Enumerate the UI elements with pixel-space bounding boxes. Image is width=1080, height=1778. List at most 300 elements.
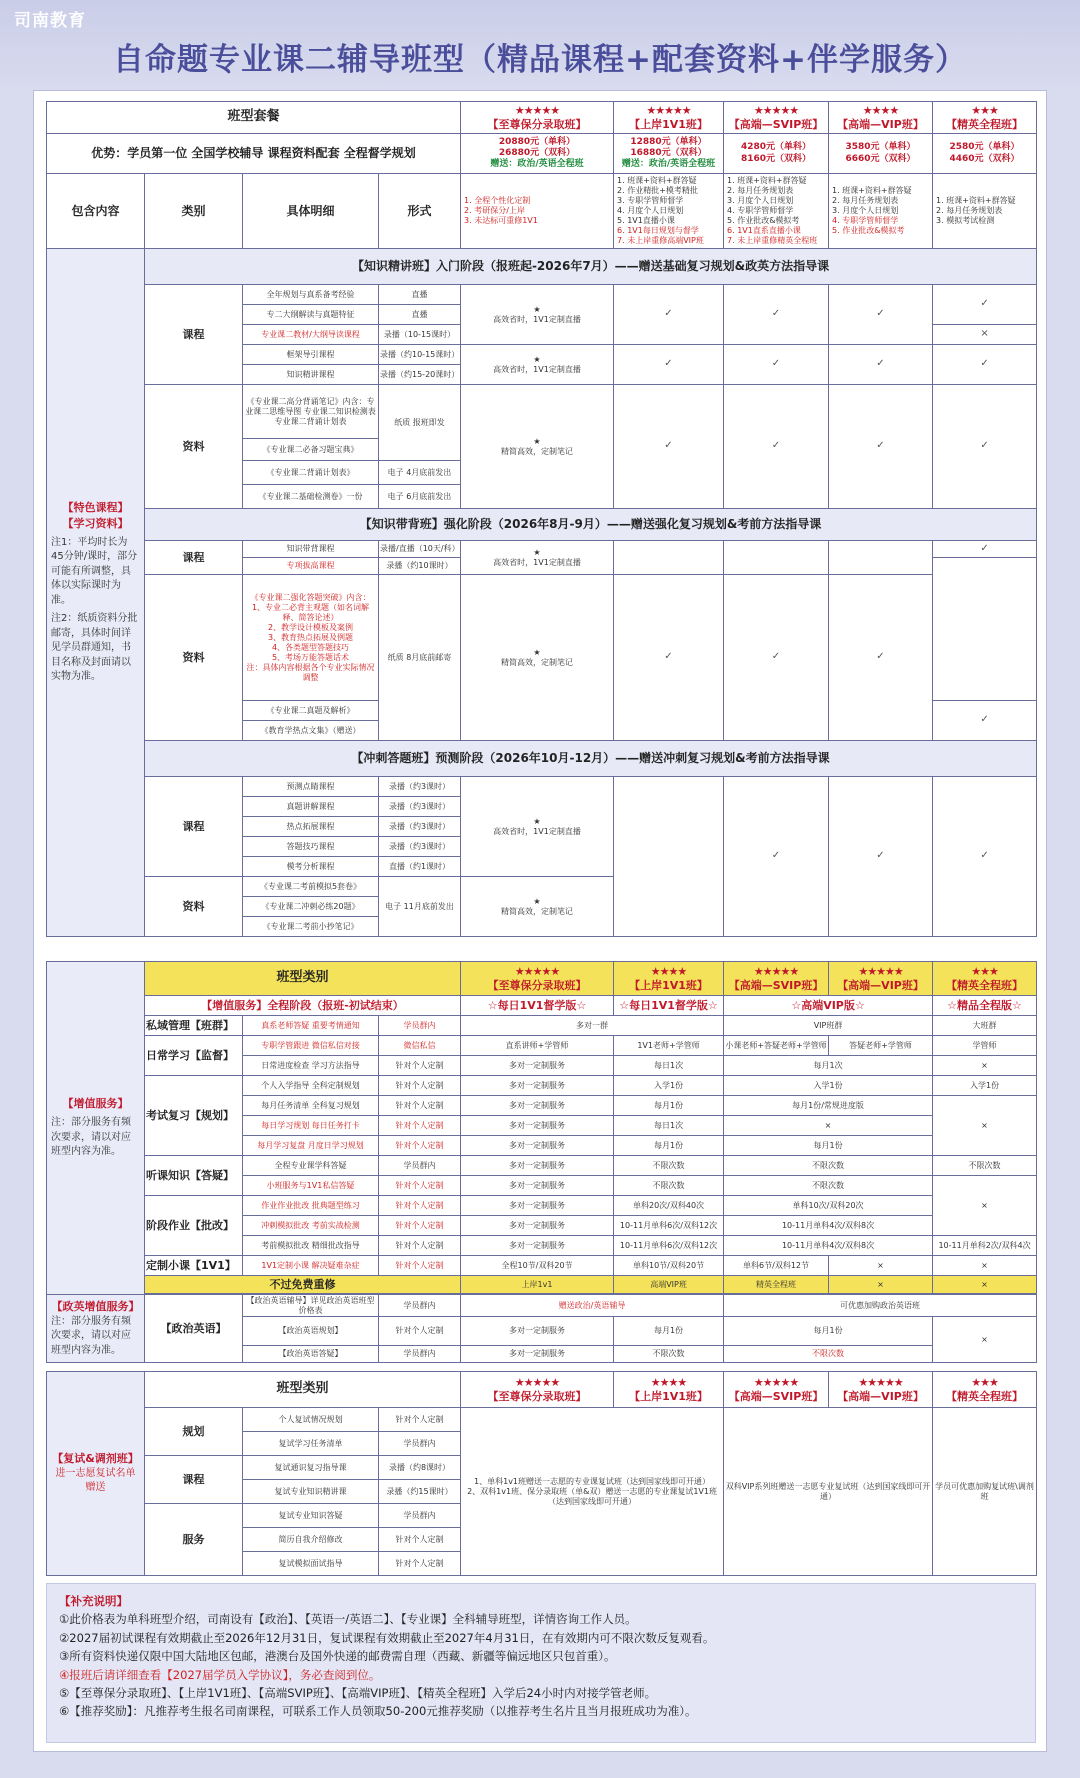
check-icon: ✓ <box>933 701 1037 741</box>
table-cell: 每月学习复盘 月度日学习规划 <box>243 1136 379 1156</box>
cell-text: ★★★★★ <box>753 965 799 979</box>
table-cell: × <box>829 1256 933 1276</box>
check-icon: ✓ <box>614 285 724 345</box>
live-cell <box>461 285 614 345</box>
table-cell: 1V1定制小课 解决疑难杂症 <box>243 1256 379 1276</box>
table-cell: 不限次数 <box>614 1346 724 1363</box>
table-cell: 多对一定制服务 <box>461 1216 614 1236</box>
cell-text: 《专业课二强化答题突破》内含： <box>250 592 371 602</box>
table-cell: 《专业课二必备习题宝典》 <box>243 439 379 461</box>
table-cell: 针对个人定制 <box>379 1096 461 1116</box>
cell-text: 4. 专职学管师督学 <box>727 206 794 215</box>
package-name: 【高端—VIP班】 <box>837 117 924 131</box>
cell-text: 8160元（双科） <box>740 153 812 164</box>
table-cell: 知识带背课程 <box>243 541 379 558</box>
cell-text: 【特色课程】 <box>62 501 129 515</box>
cell-text: 26880元（双科） <box>498 147 576 158</box>
cell-text: 4280元（单科） <box>740 142 812 153</box>
category-course: 课程 <box>145 777 243 877</box>
cell-text: ★ <box>533 354 541 364</box>
class-type-label: 班型类别 <box>145 1372 461 1408</box>
package-col-2 <box>614 102 724 134</box>
class-type-label: 班型类别 <box>145 962 461 996</box>
table-cell: 赠送政治/英语辅导 <box>461 1295 724 1317</box>
category-label: 类别 <box>145 174 243 249</box>
cell-text: 7. 未上岸重修高端VIP班 <box>617 236 704 245</box>
table-cell: 模考分析课程 <box>243 857 379 877</box>
table-cell: 不限次数 <box>614 1176 724 1196</box>
table-cell: 入学1份 <box>724 1076 933 1096</box>
cell-text: 16880元（双科） <box>630 147 707 158</box>
table-cell: 学员可优惠加购复试班\调剂班 <box>933 1408 1037 1576</box>
table-cell: 定制小课【1V1】 <box>145 1256 243 1276</box>
cell-text: 5. 1V1直播小课 <box>617 216 675 225</box>
table-cell: 针对个人定制 <box>379 1136 461 1156</box>
table-cell <box>614 541 724 575</box>
table-cell: 微信私信 <box>379 1036 461 1056</box>
cell-text: 【高端—VIP班】 <box>837 1389 924 1403</box>
table-cell: 每月1份 <box>614 1096 724 1116</box>
check-icon: ✓ <box>724 285 829 345</box>
table-cell: 《专业课二基础检测卷》一份 <box>243 485 379 509</box>
cell-text: 【政英增值服务】 <box>51 1300 140 1313</box>
cell-text: 【增值服务】 <box>62 1097 129 1111</box>
cell-text: 进一志愿复试名单赠送 <box>55 1467 136 1494</box>
cell-text: 12880元（单科） <box>630 136 707 147</box>
table-cell: ☆每日1V1督学版☆ <box>614 996 724 1016</box>
cell-text: 注：具体内容根据各个专业实际情况调整 <box>246 662 375 682</box>
table-cell: 考试复习【规划】 <box>145 1076 243 1156</box>
table-cell: 学员群内 <box>379 1295 461 1317</box>
table-cell: 录播（约3课时） <box>379 797 461 817</box>
table-cell: 多对一定制服务 <box>461 1096 614 1116</box>
table-cell <box>461 1372 614 1408</box>
cell-text: 【至尊保分录取班】 <box>487 1389 587 1403</box>
package-name: 【高端—SVIP班】 <box>728 117 824 131</box>
price-5 <box>933 134 1037 174</box>
star-rating: ★★★★★ <box>646 104 691 118</box>
table-cell: 双科VIP系列班赠送一志愿专业复试班（达到国家线即可开通） <box>724 1408 933 1576</box>
cell-text: 【精英全程班】 <box>946 1389 1024 1403</box>
cell-text: ★★★ <box>971 965 998 979</box>
features-1 <box>461 174 614 249</box>
table-cell: 高端VIP班 <box>614 1276 724 1294</box>
table-cell: 针对个人定制 <box>379 1076 461 1096</box>
table-cell: 不限次数 <box>933 1156 1037 1176</box>
cell-text: 3. 月度个人日规划 <box>832 206 899 215</box>
cell-text: 【上岸1V1班】 <box>629 978 708 992</box>
check-icon: ✓ <box>933 777 1037 937</box>
cell-text: 2. 考研保分/上岸 <box>464 206 525 215</box>
table-cell: 不限次数 <box>724 1156 933 1176</box>
table-cell: 录播（约3课时） <box>379 777 461 797</box>
check-icon: ✓ <box>829 777 933 937</box>
cell-text: 【高端—VIP班】 <box>837 978 924 992</box>
table-cell: 答疑老师+学管师 <box>829 1036 933 1056</box>
table-cell: 《教育学热点文集》（赠送） <box>243 721 379 741</box>
cell-text: 4、各类题型答题技巧 <box>271 642 350 652</box>
cell-text: 1. 班课+资料+群答疑 <box>936 196 1016 205</box>
table-cell: 多对一定制服务 <box>461 1136 614 1156</box>
table-cell: 热点拓展课程 <box>243 817 379 837</box>
table-cell: 真题讲解课程 <box>243 797 379 817</box>
cell-text: ★ <box>533 647 541 657</box>
check-icon: ✓ <box>724 345 829 385</box>
table-cell: × <box>724 1116 933 1136</box>
table-cell: × <box>933 1056 1037 1076</box>
table-cell: × <box>933 1176 1037 1236</box>
table-cell <box>933 1372 1037 1408</box>
pe-label: 【政治英语】 <box>145 1295 243 1363</box>
package-col-1 <box>461 102 614 134</box>
category-material: 资料 <box>145 877 243 937</box>
cell-text: 5. 作业批改&模拟考 <box>832 226 905 235</box>
cell-text: 2. 每月任务规划表 <box>727 186 794 195</box>
table-cell: 不限次数 <box>724 1346 933 1363</box>
cell-text: ★★★★ <box>650 965 687 979</box>
table-cell: 全年规划与真系备考经验 <box>243 285 379 305</box>
table-cell: 个人入学指导 全科定制规划 <box>243 1076 379 1096</box>
table-cell: 【政治英语答疑】 <box>243 1346 379 1363</box>
table-cell: 单科10节/双科20节 <box>614 1256 724 1276</box>
check-icon: ✓ <box>933 385 1037 509</box>
table-cell: 10-11月单科4次/双科8次 <box>724 1236 933 1256</box>
table-cell <box>461 385 614 509</box>
table-cell: 录播（约3课时） <box>379 837 461 857</box>
cell-text: 3. 月度个人日规划 <box>727 196 794 205</box>
table-cell: 真系老师答疑 重要考情通知 <box>243 1016 379 1036</box>
price-1 <box>461 134 614 174</box>
table-cell: 学员群内 <box>379 1156 461 1176</box>
table-cell: 多对一定制服务 <box>461 1156 614 1176</box>
category-material: 资料 <box>145 575 243 741</box>
cell-text: 高效省时，1V1定制直播 <box>493 826 581 836</box>
table-cell: 复试通识复习指导课 <box>243 1456 379 1480</box>
cell-text: 1. 全程个性化定制 <box>464 196 531 205</box>
cell-text: 2. 每月任务规划表 <box>936 206 1003 215</box>
services-head: 【增值服务】全程阶段（报班-初试结束） <box>145 996 461 1016</box>
price-sheet <box>33 90 1047 1752</box>
table-cell <box>614 777 724 937</box>
cell-text: 6. 1V1每日规划与督学 <box>617 226 699 235</box>
table-cell <box>724 541 829 575</box>
table-cell <box>829 1372 933 1408</box>
note-line: ④报班后请详细查看【2027届学员入学协议】，务必查阅到位。 <box>59 1667 381 1682</box>
stage-3-band: 【冲刺答题班】预测阶段（2026年10月-12月）——赠送冲刺复习规划&考前方法指导课 <box>145 741 1037 777</box>
cell-text: ★ <box>533 547 541 557</box>
cell-text: ★ <box>533 304 541 314</box>
table-cell: 日常学习【监督】 <box>145 1036 243 1076</box>
cell-text: 1. 班课+资料+群答疑 <box>832 186 912 195</box>
price-2 <box>614 134 724 174</box>
table-cell: 每月1份 <box>724 1136 933 1156</box>
notes-title: 【补充说明】 <box>59 1594 128 1608</box>
side-note-features <box>47 249 145 937</box>
price-3 <box>724 134 829 174</box>
cell-text: 高效省时，1V1定制直播 <box>493 364 581 374</box>
table-cell: 规划 <box>145 1408 243 1456</box>
table-cell: 多对一定制服务 <box>461 1056 614 1076</box>
table-cell <box>461 345 614 385</box>
table-cell: × <box>933 1256 1037 1276</box>
table-cell: 录播（约15课时） <box>379 1480 461 1504</box>
table-cell: 不限次数 <box>614 1156 724 1176</box>
cell-text: ★★★★★ <box>753 1376 799 1390</box>
table-cell: 10-11月单科4次/双科8次 <box>724 1216 933 1236</box>
package-name: 【上岸1V1班】 <box>629 117 708 131</box>
note-line: ③所有资料快递仅限中国大陆地区包邮，港澳台及国外快递的邮费需自理（西藏、新疆等偏远地区只包首重）。 <box>59 1649 616 1664</box>
cell-text: 7. 未上岸重修精英全程班 <box>727 236 818 245</box>
cell-text: 高效省时，1V1定制直播 <box>493 557 581 567</box>
check-icon: ✓ <box>933 541 1037 558</box>
cell-text: 【至尊保分录取班】 <box>487 978 587 992</box>
note-line: ①此价格表为单科班型介绍，司南设有【政治】、【英语一/英语二】、【专业课】全科辅导班型，详情咨询工作人员。 <box>59 1612 637 1627</box>
table-cell <box>461 575 614 741</box>
brand-logo: 司南教育 <box>14 11 86 31</box>
table-cell: 直播 <box>379 285 461 305</box>
table-cell: 不限次数 <box>724 1176 933 1196</box>
check-icon: ✓ <box>933 285 1037 325</box>
table-cell: 简历自我介绍修改 <box>243 1528 379 1552</box>
cell-text: 20880元（单科） <box>498 136 576 147</box>
table-cell: 单科10次/双科20次 <box>724 1196 933 1216</box>
table-cell: 10-11月单科2次/双科4次 <box>933 1236 1037 1256</box>
table-cell: 10-11月单科6次/双科12次 <box>614 1236 724 1256</box>
table-cell: 服务 <box>145 1504 243 1576</box>
table-cell: 学员群内 <box>379 1432 461 1456</box>
cell-text: 2. 每月任务规划表 <box>832 196 899 205</box>
star-rating: ★★★ <box>971 104 998 118</box>
table-cell: 每日1次 <box>614 1116 724 1136</box>
category-course: 课程 <box>145 285 243 385</box>
table-cell: 【政治英语规划】 <box>243 1317 379 1346</box>
check-icon: ✓ <box>829 385 933 509</box>
table-cell: × <box>829 1276 933 1294</box>
table-cell: 小课老师+答疑老师+学管师 <box>724 1036 829 1056</box>
check-icon: ✓ <box>724 385 829 509</box>
advantage-label: 优势：学员第一位 全国学校辅导 课程资料配套 全程督学规划 <box>47 134 461 174</box>
table-cell: 专业课二教材/大纲导读课程 <box>243 325 379 345</box>
table-cell <box>933 558 1037 701</box>
table-cell: 复试专业知识精讲课 <box>243 1480 379 1504</box>
table-cell: 多对一定制服务 <box>461 1076 614 1096</box>
table-cell: 多对一定制服务 <box>461 1116 614 1136</box>
table-cell: 针对个人定制 <box>379 1216 461 1236</box>
cell-text: 精简高效，定制笔记 <box>501 906 573 916</box>
supplementary-notes <box>46 1583 1036 1743</box>
table-cell: 学管师 <box>933 1036 1037 1056</box>
cell-text: 注：部分服务有频次要求，请以对应班型内容为准。 <box>51 1117 131 1158</box>
table-cell: 《专业课二高分背诵笔记》内含：专业课二思维导图 专业课二知识检测表 专业课二背诵计划表 <box>243 385 379 439</box>
check-icon: ✓ <box>614 345 724 385</box>
cell-text: 【精英全程班】 <box>946 978 1024 992</box>
table-cell: 作业作业批改 批典题型练习 <box>243 1196 379 1216</box>
table-cell: 答题技巧课程 <box>243 837 379 857</box>
cell-text: 3. 模拟考试检测 <box>936 216 995 225</box>
table-cell <box>461 962 614 996</box>
table-cell: 针对个人定制 <box>379 1116 461 1136</box>
cell-text: 赠送：政治/英语全程班 <box>621 159 716 170</box>
table-cell <box>614 962 724 996</box>
table-cell: 多对一定制服务 <box>461 1346 614 1363</box>
table-cell <box>724 962 829 996</box>
cell-text: ★★★★★ <box>858 965 903 979</box>
cell-text: 高效省时，1V1定制直播 <box>493 314 581 324</box>
table-cell: 单科20次/双科40次 <box>614 1196 724 1216</box>
table-cell: 录播（约8课时） <box>379 1456 461 1480</box>
table-cell: 全程专业课学科答疑 <box>243 1156 379 1176</box>
table-cell: 专职学管跟进 微信私信对接 <box>243 1036 379 1056</box>
cell-text: 【高端—SVIP班】 <box>728 978 824 992</box>
package-col-3 <box>724 102 829 134</box>
contents-label: 包含内容 <box>47 174 145 249</box>
table-cell: 学员群内 <box>379 1016 461 1036</box>
table-cell: 入学1份 <box>614 1076 724 1096</box>
table-cell: 个人复试情况规划 <box>243 1408 379 1432</box>
cell-text: 1、专业二必背主观题（如名词解释、简答论述） <box>251 602 370 622</box>
table-cell: × <box>933 1096 1037 1156</box>
note-line: ⑤【至尊保分录取班】、【上岸1V1班】、【高端SVIP班】、【高端VIP班】、【精英全程班】入学后24小时内对接学管老师。 <box>59 1685 657 1700</box>
features-2 <box>614 174 724 249</box>
table-cell: × <box>933 1317 1037 1363</box>
table-cell: 多对一群 <box>461 1016 724 1036</box>
table-cell: × <box>933 1276 1037 1294</box>
table-cell: VIP班群 <box>724 1016 933 1036</box>
table-cell: 针对个人定制 <box>379 1176 461 1196</box>
table-cell: 电子 4月底前发出 <box>379 461 461 485</box>
table-cell: 冲刺模拟批改 考前实战检测 <box>243 1216 379 1236</box>
cell-text: 4. 专职学管师督学 <box>832 216 899 225</box>
check-icon: ✓ <box>724 777 829 937</box>
table-cell: 《专业课二冲刺必练20题》 <box>243 897 379 917</box>
table-cell: 录播（约10课时） <box>379 558 461 575</box>
cell-text: 注1：平均时长为45分钟/课时，部分可能有所调整，具体以实际课时为准。 <box>51 536 138 606</box>
table-cell: 针对个人定制 <box>379 1056 461 1076</box>
features-4 <box>829 174 933 249</box>
check-icon: ✓ <box>829 285 933 345</box>
table-cell: 针对个人定制 <box>379 1528 461 1552</box>
cell-text: ★★★★★ <box>514 1376 560 1390</box>
package-col-4 <box>829 102 933 134</box>
table-cell: 私域管理【班群】 <box>145 1016 243 1036</box>
cell-text: 2. 作业精批+模考精批 <box>617 186 698 195</box>
table-cell <box>461 541 614 575</box>
cell-text: ★ <box>533 436 541 446</box>
table-cell: 每月1次 <box>724 1056 933 1076</box>
table-cell: 针对个人定制 <box>379 1236 461 1256</box>
price-4 <box>829 134 933 174</box>
cell-text: 5、考场万能答题话术 <box>271 652 350 662</box>
table-cell: 每月任务清单 全科复习规划 <box>243 1096 379 1116</box>
table-cell: 每月1份 <box>614 1317 724 1346</box>
table-cell: 日常进度检查 学习方法指导 <box>243 1056 379 1076</box>
cell-text: 【上岸1V1班】 <box>629 1389 708 1403</box>
cell-text: 4460元（双科） <box>949 153 1020 164</box>
cell-text: 赠送：政治/英语全程班 <box>490 159 584 170</box>
table-cell: 多对一定制服务 <box>461 1317 614 1346</box>
page-header <box>0 0 1080 92</box>
cell-text: 精简高效，定制笔记 <box>501 657 573 667</box>
table-cell: 复试专业知识答疑 <box>243 1504 379 1528</box>
table-cell: 直系讲师+学管师 <box>461 1036 614 1056</box>
table-cell <box>829 962 933 996</box>
table-cell: 针对个人定制 <box>379 1552 461 1576</box>
table-cell: 每日学习规划 每日任务打卡 <box>243 1116 379 1136</box>
table-cell: 上岸1v1 <box>461 1276 614 1294</box>
cell-text: 1. 班课+资料+群答疑 <box>617 176 697 185</box>
table-cell: 框架导引课程 <box>243 345 379 365</box>
table-cell: 小班服务与1V1私信答疑 <box>243 1176 379 1196</box>
cell-text: 2580元（单科） <box>949 142 1020 153</box>
package-name: 【精英全程班】 <box>946 117 1024 131</box>
table-cell: 每月1份 <box>614 1136 724 1156</box>
table-cell <box>461 777 614 877</box>
table-cell: 《专业课二考前小抄笔记》 <box>243 917 379 937</box>
table-cell: 针对个人定制 <box>379 1256 461 1276</box>
table-cell: 入学1份 <box>933 1076 1037 1096</box>
cell-text: 5. 作业批改&模拟考 <box>727 216 800 225</box>
cell-text: 注：部分服务有频次要求，请以对应班型内容为准。 <box>51 1315 131 1356</box>
table-cell: 电子 6月底前发出 <box>379 485 461 509</box>
package-header-table <box>46 101 1037 249</box>
table-cell: 电子 11月底前发出 <box>379 877 461 937</box>
table-cell: 每月1份 <box>724 1317 933 1346</box>
table-cell: 听课知识【答疑】 <box>145 1156 243 1196</box>
table-cell: 学员群内 <box>379 1346 461 1363</box>
table-cell: 学员群内 <box>379 1504 461 1528</box>
table-cell: 预测点睛课程 <box>243 777 379 797</box>
table-cell: 每日1次 <box>614 1056 724 1076</box>
cell-text: 3. 未达标可重修1V1 <box>464 216 538 225</box>
cell-text: 【复试&调剂班】 <box>52 1452 139 1466</box>
table-cell: 直播 <box>379 305 461 325</box>
table-cell: 复试模拟面试指导 <box>243 1552 379 1576</box>
side-note-pe <box>47 1295 145 1363</box>
table-cell: 纸质 报班即发 <box>379 385 461 461</box>
table-cell <box>614 1372 724 1408</box>
category-material: 资料 <box>145 385 243 509</box>
features-3 <box>724 174 829 249</box>
table-cell: 1、单科1v1班赠送一志愿的专业课复试班（达到国家线即可开通） 2、双科1v1班、保分录取班（单&双）赠送一志愿的专业课复试1V1班（达到国家线即可开通） <box>461 1408 724 1576</box>
services-table <box>46 961 1037 1363</box>
table-cell: 针对个人定制 <box>379 1196 461 1216</box>
retest-table <box>46 1371 1037 1576</box>
table-cell: ☆每日1V1督学版☆ <box>461 996 614 1016</box>
table-cell: 【政治英语辅导】详见政治英语班型价格表 <box>243 1295 379 1317</box>
table-cell: 多对一定制服务 <box>461 1196 614 1216</box>
cell-text: 【高端—SVIP班】 <box>728 1389 824 1403</box>
cell-text: ★★★ <box>971 1376 998 1390</box>
table-cell: 录播（约3课时） <box>379 817 461 837</box>
cell-text: 3. 专职学管师督学 <box>617 196 684 205</box>
table-cell: 专二大纲解读与真题特征 <box>243 305 379 325</box>
table-cell: ☆精品全程版☆ <box>933 996 1037 1016</box>
table-cell: 单科6节/双科12节 <box>724 1256 829 1276</box>
table-cell: 每月1份/常规进度版 <box>724 1096 933 1116</box>
check-icon: ✓ <box>829 345 933 385</box>
table-cell: 可优惠加购政治英语班 <box>724 1295 1037 1317</box>
check-icon: ✓ <box>724 575 829 741</box>
table-cell: 考前模拟批改 精细批改指导 <box>243 1236 379 1256</box>
cell-text: 6660元（双科） <box>845 153 916 164</box>
category-course: 课程 <box>145 541 243 575</box>
table-cell: 针对个人定制 <box>379 1317 461 1346</box>
star-rating: ★★★★★ <box>514 104 560 118</box>
stage-2-band: 【知识带背班】强化阶段（2026年8月-9月）——赠送强化复习规划&考前方法指导课 <box>145 509 1037 541</box>
table-cell <box>724 1372 829 1408</box>
table-cell: 《专业课二背诵计划表》 <box>243 461 379 485</box>
features-5 <box>933 174 1037 249</box>
